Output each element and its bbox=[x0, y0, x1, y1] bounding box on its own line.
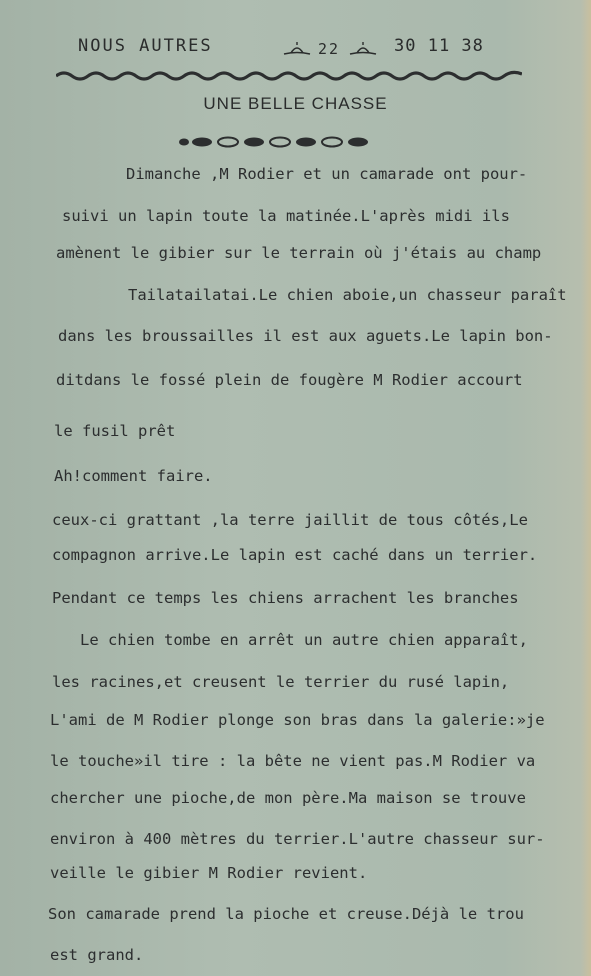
header-number: 22 bbox=[318, 40, 341, 58]
text-line: Le chien tombe en arrêt un autre chien apparaît, bbox=[80, 631, 528, 649]
text-line: suivi un lapin toute la matinée.L'après midi ils bbox=[62, 207, 510, 225]
text-line: chercher une pioche,de mon père.Ma maison se trouve bbox=[50, 789, 526, 807]
text-line: L'ami de M Rodier plonge son bras dans la galerie:»je bbox=[50, 711, 545, 729]
header-title: NOUS AUTRES bbox=[78, 36, 213, 56]
text-line: compagnon arrive.Le lapin est caché dans un terrier. bbox=[52, 546, 538, 564]
text-line: le fusil prêt bbox=[54, 422, 176, 440]
text-line: ceux-ci grattant ,la terre jaillit de tous côtés,Le bbox=[52, 511, 528, 529]
page-header bbox=[70, 36, 490, 62]
hat-stamp-icon bbox=[282, 42, 312, 56]
text-line: le touche»il tire : la bête ne vient pas.M Rodier va bbox=[50, 752, 536, 770]
text-line: Dimanche ,M Rodier et un camarade ont pour- bbox=[126, 165, 528, 183]
wavy-rule bbox=[56, 66, 522, 82]
text-line: Ah!comment faire. bbox=[54, 467, 213, 485]
page-title: UNE BELLE CHASSE bbox=[203, 94, 388, 113]
ornament-divider bbox=[176, 134, 382, 150]
text-line: Son camarade prend la pioche et creuse.Déjà le trou bbox=[48, 905, 524, 923]
text-line: environ à 400 mètres du terrier.L'autre chasseur sur- bbox=[50, 830, 545, 848]
text-line: amènent le gibier sur le terrain où j'étais au champ bbox=[56, 244, 542, 262]
header-date: 30 11 38 bbox=[394, 36, 484, 56]
text-line: les racines,et creusent le terrier du rusé lapin, bbox=[52, 673, 510, 691]
text-line: Pendant ce temps les chiens arrachent les branches bbox=[52, 589, 519, 607]
text-line: est grand. bbox=[50, 946, 144, 964]
text-line: ditdans le fossé plein de fougère M Rodier accourt bbox=[56, 371, 523, 389]
text-line: veille le gibier M Rodier revient. bbox=[50, 864, 368, 882]
hat-stamp-icon bbox=[348, 42, 378, 56]
text-line: Tailatailatai.Le chien aboie,un chasseur paraît bbox=[128, 286, 567, 304]
page-edge bbox=[581, 0, 591, 976]
text-line: dans les broussailles il est aux aguets.Le lapin bon- bbox=[58, 327, 553, 345]
